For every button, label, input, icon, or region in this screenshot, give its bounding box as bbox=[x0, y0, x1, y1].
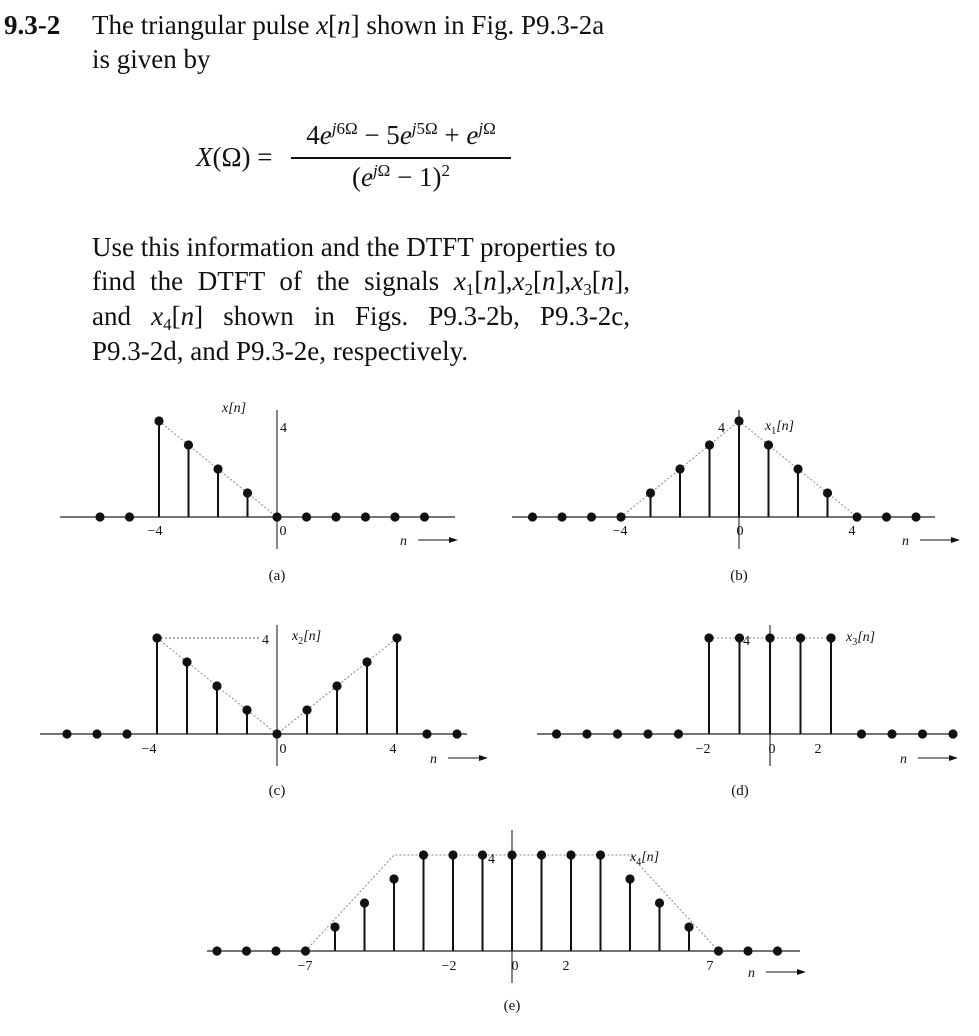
tick-label: −4 bbox=[612, 524, 628, 539]
stem-dot bbox=[419, 850, 428, 859]
figure-caption: (a) bbox=[268, 568, 286, 584]
signal-label: x[n] bbox=[222, 401, 247, 416]
tick-label: −4 bbox=[147, 524, 163, 539]
zero-sample-dot bbox=[125, 512, 134, 521]
zero-sample-dot bbox=[918, 729, 927, 738]
n-arrow-head bbox=[479, 755, 488, 761]
body-line-4: P9.3-2d, and P9.3-2e, respectively. bbox=[92, 336, 469, 366]
stem-dot bbox=[152, 633, 161, 642]
tick-label: 0 bbox=[768, 742, 776, 757]
zero-sample-dot bbox=[420, 512, 429, 521]
stem-dot bbox=[625, 874, 634, 883]
stem-dot bbox=[684, 922, 693, 931]
stem-dot bbox=[675, 464, 684, 473]
zero-sample-dot bbox=[301, 946, 310, 955]
stem-dot bbox=[646, 488, 655, 497]
stem-dot bbox=[478, 850, 487, 859]
zero-sample-dot bbox=[643, 729, 652, 738]
peak-value-label: 4 bbox=[280, 421, 287, 436]
zero-sample-dot bbox=[552, 729, 561, 738]
tick-label: 2 bbox=[562, 959, 570, 974]
stem-dot bbox=[765, 633, 774, 642]
stem-dot bbox=[243, 488, 252, 497]
axis-variable-label: n bbox=[400, 534, 407, 549]
axis-variable-label: n bbox=[900, 752, 907, 767]
zero-sample-dot bbox=[887, 729, 896, 738]
stem-dot bbox=[360, 898, 369, 907]
body-line-1: Use this information and the DTFT properties to bbox=[92, 232, 616, 262]
zero-sample-dot bbox=[743, 946, 752, 955]
tick-label: 4 bbox=[389, 742, 397, 757]
zero-sample-dot bbox=[422, 729, 431, 738]
zero-sample-dot bbox=[452, 729, 461, 738]
zero-sample-dot bbox=[331, 512, 340, 521]
zero-sample-dot bbox=[882, 512, 891, 521]
peak-value-label: 4 bbox=[743, 634, 750, 649]
zero-sample-dot bbox=[911, 512, 920, 521]
stem-dot bbox=[330, 922, 339, 931]
n-arrow-head bbox=[797, 969, 806, 975]
stem-dot bbox=[392, 633, 401, 642]
problem-number: 9.3-2 bbox=[4, 10, 61, 40]
stem-dot bbox=[213, 464, 222, 473]
signal-label: $x_1[n]$ bbox=[765, 419, 795, 437]
peak-value-label: 4 bbox=[262, 633, 269, 648]
signal-label: $x_3[n]$ bbox=[846, 630, 876, 648]
axis-variable-label: n bbox=[748, 966, 755, 981]
zero-sample-dot bbox=[242, 946, 251, 955]
stem-dot bbox=[448, 850, 457, 859]
zero-sample-dot bbox=[582, 729, 591, 738]
zero-sample-dot bbox=[557, 512, 566, 521]
zero-sample-dot bbox=[857, 729, 866, 738]
zero-sample-dot bbox=[92, 729, 101, 738]
zero-sample-dot bbox=[674, 729, 683, 738]
zero-sample-dot bbox=[390, 512, 399, 521]
stem-dot bbox=[566, 850, 575, 859]
zero-sample-dot bbox=[62, 729, 71, 738]
axis-variable-label: n bbox=[430, 752, 437, 767]
zero-sample-dot bbox=[852, 512, 861, 521]
tick-label: 0 bbox=[279, 524, 287, 539]
stem-dot bbox=[764, 440, 773, 449]
zero-sample-dot bbox=[948, 729, 957, 738]
signal-label: $x_4[n]$ bbox=[630, 850, 660, 868]
tick-label: −2 bbox=[441, 959, 457, 974]
zero-sample-dot bbox=[271, 946, 280, 955]
stem-dot bbox=[389, 874, 398, 883]
intro-line-1: The triangular pulse x[n] shown in Fig. P9.3-2a bbox=[92, 10, 605, 40]
stem-dot bbox=[704, 633, 713, 642]
stem-dot bbox=[705, 440, 714, 449]
intro-text-2: shown in Fig. P9.3-2a bbox=[366, 10, 605, 40]
zero-sample-dot bbox=[528, 512, 537, 521]
stem-dot bbox=[823, 488, 832, 497]
stem-dot bbox=[537, 850, 546, 859]
equation-lhs: X(Ω) = bbox=[196, 142, 273, 172]
figure-caption: (b) bbox=[730, 568, 748, 584]
stem-dot bbox=[596, 850, 605, 859]
stem-dot bbox=[184, 440, 193, 449]
zero-sample-dot bbox=[714, 946, 723, 955]
zero-sample-dot bbox=[616, 512, 625, 521]
intro-text-1: The triangular pulse bbox=[92, 10, 310, 40]
tick-label: 2 bbox=[814, 742, 822, 757]
tick-label: −4 bbox=[141, 742, 157, 757]
stem-dot bbox=[362, 657, 371, 666]
tick-label: 0 bbox=[279, 742, 287, 757]
tick-label: −7 bbox=[297, 959, 313, 974]
stem-dot bbox=[793, 464, 802, 473]
stem-dot bbox=[182, 657, 191, 666]
axis-variable-label: n bbox=[902, 534, 909, 549]
tick-label: 7 bbox=[706, 959, 714, 974]
signal-label: $x_2[n]$ bbox=[292, 629, 322, 647]
figure-caption: (e) bbox=[503, 998, 521, 1014]
zero-sample-dot bbox=[272, 512, 281, 521]
figure-caption: (c) bbox=[268, 783, 286, 799]
body-line-3: and $x_4[n]$ shown in Figs. P9.3-2b, P9.3-2c, bbox=[92, 301, 630, 334]
peak-value-label: 4 bbox=[488, 852, 495, 867]
zero-sample-dot bbox=[95, 512, 104, 521]
figure-caption: (d) bbox=[731, 783, 749, 799]
equation-denominator: $(e^{j\Omega} - 1)^2$ bbox=[351, 161, 451, 192]
tick-label: −2 bbox=[695, 742, 711, 757]
zero-sample-dot bbox=[361, 512, 370, 521]
zero-sample-dot bbox=[272, 729, 281, 738]
intro-line-2: is given by bbox=[92, 44, 211, 74]
tick-label: 4 bbox=[848, 524, 856, 539]
stem-dot bbox=[507, 850, 516, 859]
zero-sample-dot bbox=[302, 512, 311, 521]
n-arrow-head bbox=[449, 537, 458, 543]
stem-dot bbox=[826, 633, 835, 642]
zero-sample-dot bbox=[773, 946, 782, 955]
stem-dot bbox=[734, 416, 743, 425]
stem-dot bbox=[212, 681, 221, 690]
intro-signal: x bbox=[316, 10, 329, 40]
zero-sample-dot bbox=[613, 729, 622, 738]
tick-label: 0 bbox=[511, 959, 519, 974]
peak-value-label: 4 bbox=[718, 421, 725, 436]
stem-dot bbox=[154, 416, 163, 425]
equation-numerator: $4e^{j6\Omega} - 5e^{j5\Omega} + e^{j\Omega}$ bbox=[306, 119, 496, 150]
stem-dot bbox=[302, 705, 311, 714]
zero-sample-dot bbox=[122, 729, 131, 738]
n-arrow-head bbox=[949, 755, 958, 761]
tick-label: 0 bbox=[736, 524, 744, 539]
n-arrow-head bbox=[951, 537, 960, 543]
zero-sample-dot bbox=[212, 946, 221, 955]
body-line-2: find the DTFT of the signals $x_1[n],x_2[n],x_3[n]$, bbox=[92, 266, 631, 299]
stem-dot bbox=[332, 681, 341, 690]
stem-dot bbox=[796, 633, 805, 642]
stem-dot bbox=[655, 898, 664, 907]
stem-dot bbox=[242, 705, 251, 714]
zero-sample-dot bbox=[587, 512, 596, 521]
